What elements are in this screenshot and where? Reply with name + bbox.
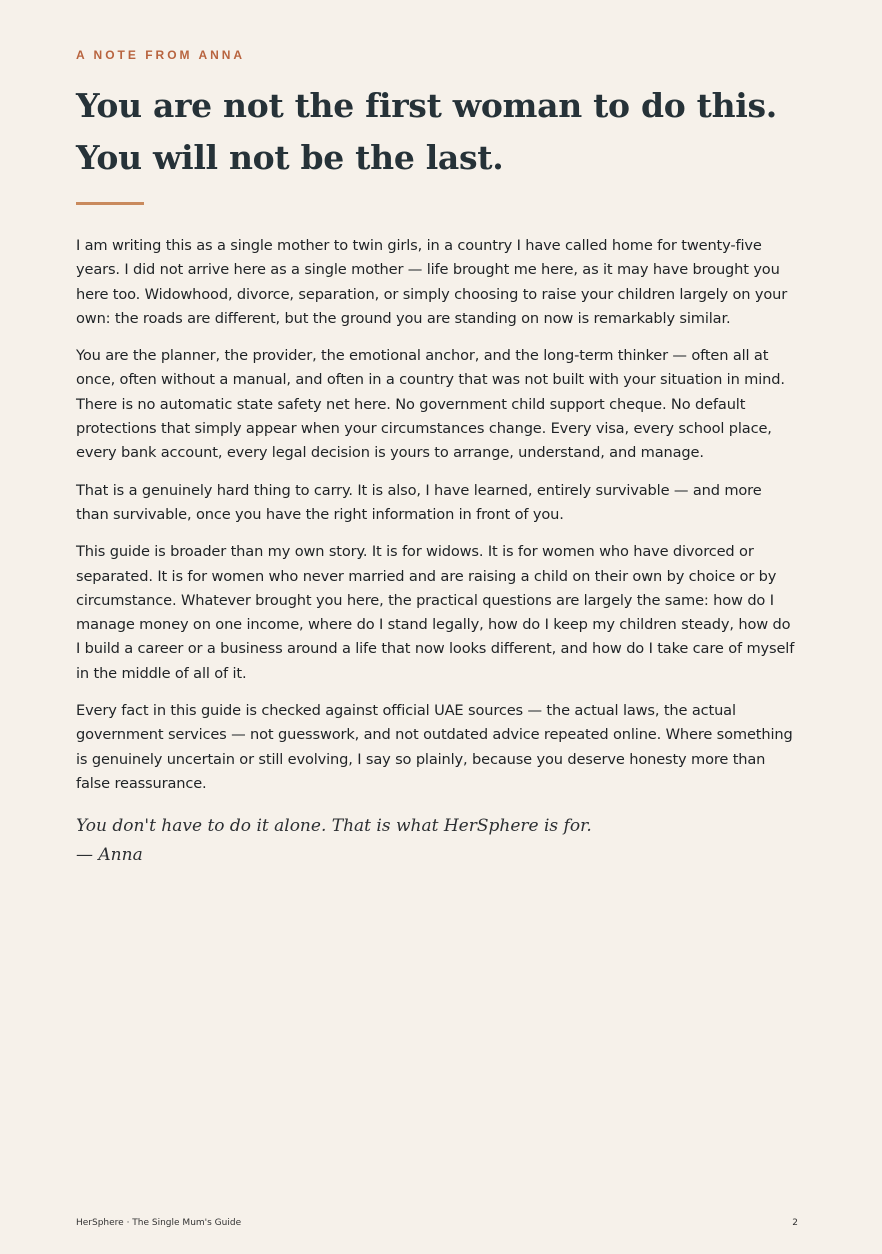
page-number: 2 — [792, 1218, 798, 1228]
section-eyebrow: A NOTE FROM ANNA — [76, 48, 246, 62]
paragraph-2: You are the planner, the provider, the emotional anchor, and the long-term thinker — often all at once, often without a manual, and often in a country that was not built with your situation in mind. There is no automatic state safety net here. No government child support cheque. No default protections that simply appear when your circumstances change. Every visa, every school place, every bank account, every legal decision is yours to arrange, understand, and manage. — [76, 347, 785, 462]
footer-title: HerSphere · The Single Mum's Guide — [76, 1218, 242, 1228]
accent-divider — [76, 202, 144, 205]
signoff-line: You don't have to do it alone. That is what HerSphere is for. — [76, 816, 592, 837]
page-title: You are not the first woman to do this. You will not be the last. — [76, 86, 777, 177]
paragraph-1: I am writing this as a single mother to twin girls, in a country I have called home for twenty-five years. I did not arrive here as a single mother — life brought me here, as it may have brought you here too. Widowhood, divorce, separation, or simply choosing to raise your children largely on your own: the roads are different, but the ground you are standing on now is remarkably similar. — [76, 237, 788, 327]
paragraph-4: This guide is broader than my own story. It is for widows. It is for women who have divorced or separated. It is for women who never married and are raising a child on their own by choice or by circumstance. Whatever brought you here, the practical questions are largely the same: how do I manage money on one income, where do I stand legally, how do I keep my children steady, how do I build a career or a business around a life that now looks different, and how do I take care of myself in the middle of all of it. — [76, 543, 795, 682]
paragraph-3: That is a genuinely hard thing to carry. It is also, I have learned, entirely survivable — and more than survivable, once you have the right information in front of you. — [76, 481, 762, 523]
signoff — [76, 812, 798, 870]
paragraph-5: Every fact in this guide is checked against official UAE sources — the actual laws, the actual government services — not guesswork, and not outdated advice repeated online. Where something is genuinely uncertain or still evolving, I say so plainly, because you deserve honesty more than false reassurance. — [76, 702, 793, 792]
signature: — Anna — [76, 845, 143, 866]
letter-body — [76, 234, 798, 870]
